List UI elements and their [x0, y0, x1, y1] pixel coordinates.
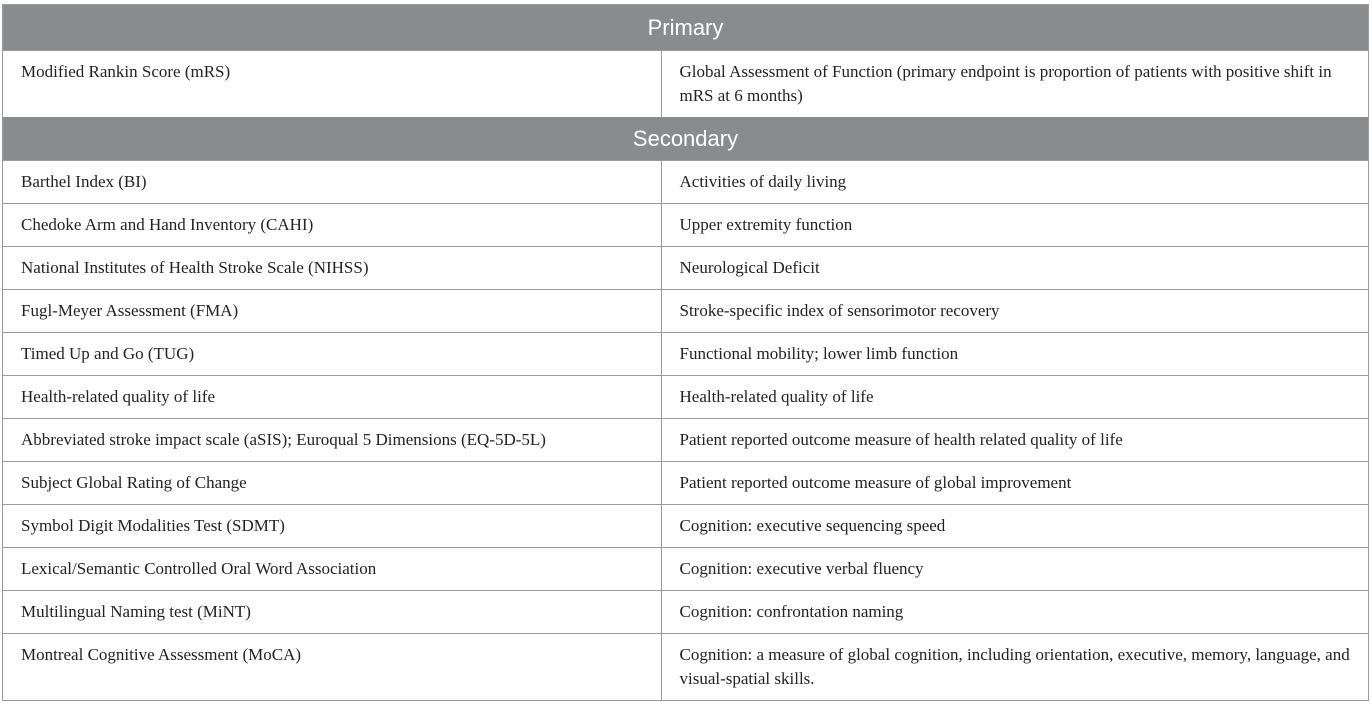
- description-cell: Functional mobility; lower limb function: [661, 333, 1368, 376]
- measure-cell: Abbreviated stroke impact scale (aSIS); Euroqual 5 Dimensions (EQ-5D-5L): [3, 419, 661, 462]
- measure-cell: Fugl-Meyer Assessment (FMA): [3, 290, 661, 333]
- section-heading-secondary: Secondary: [3, 117, 1368, 161]
- table-row: [3, 161, 1368, 204]
- measure-cell: Montreal Cognitive Assessment (MoCA): [3, 634, 661, 701]
- measure-cell: Subject Global Rating of Change: [3, 462, 661, 505]
- table-row: [3, 333, 1368, 376]
- description-cell: Patient reported outcome measure of health related quality of life: [661, 419, 1368, 462]
- description-cell: Stroke-specific index of sensorimotor recovery: [661, 290, 1368, 333]
- measure-cell: Barthel Index (BI): [3, 161, 661, 204]
- description-cell: Patient reported outcome measure of global improvement: [661, 462, 1368, 505]
- table-row: [3, 247, 1368, 290]
- table-row: [3, 376, 1368, 419]
- measure-cell: Modified Rankin Score (mRS): [3, 51, 661, 118]
- measure-cell: Symbol Digit Modalities Test (SDMT): [3, 505, 661, 548]
- table-row: [3, 290, 1368, 333]
- table-row: [3, 505, 1368, 548]
- description-cell: Cognition: executive sequencing speed: [661, 505, 1368, 548]
- outcome-measures-table-container: [2, 4, 1369, 701]
- table-row: [3, 204, 1368, 247]
- description-cell: Global Assessment of Function (primary endpoint is proportion of patients with positive shift in mRS at 6 months): [661, 51, 1368, 118]
- table-row: [3, 548, 1368, 591]
- table-row: [3, 419, 1368, 462]
- measure-cell: Health-related quality of life: [3, 376, 661, 419]
- measure-cell: Multilingual Naming test (MiNT): [3, 591, 661, 634]
- section-heading-primary: Primary: [3, 5, 1368, 51]
- measure-cell: Chedoke Arm and Hand Inventory (CAHI): [3, 204, 661, 247]
- description-cell: Activities of daily living: [661, 161, 1368, 204]
- description-cell: Neurological Deficit: [661, 247, 1368, 290]
- description-cell: Cognition: a measure of global cognition, including orientation, executive, memory, language, and visual-spatial skills.: [661, 634, 1368, 701]
- description-cell: Cognition: confrontation naming: [661, 591, 1368, 634]
- section-header-row: [3, 117, 1368, 161]
- outcome-measures-table: [3, 5, 1368, 700]
- measure-cell: Lexical/Semantic Controlled Oral Word Association: [3, 548, 661, 591]
- table-row: [3, 591, 1368, 634]
- measure-cell: Timed Up and Go (TUG): [3, 333, 661, 376]
- description-cell: Upper extremity function: [661, 204, 1368, 247]
- table-row: [3, 634, 1368, 701]
- table-row: [3, 51, 1368, 118]
- measure-cell: National Institutes of Health Stroke Scale (NIHSS): [3, 247, 661, 290]
- section-header-row: [3, 5, 1368, 51]
- table-row: [3, 462, 1368, 505]
- description-cell: Health-related quality of life: [661, 376, 1368, 419]
- description-cell: Cognition: executive verbal fluency: [661, 548, 1368, 591]
